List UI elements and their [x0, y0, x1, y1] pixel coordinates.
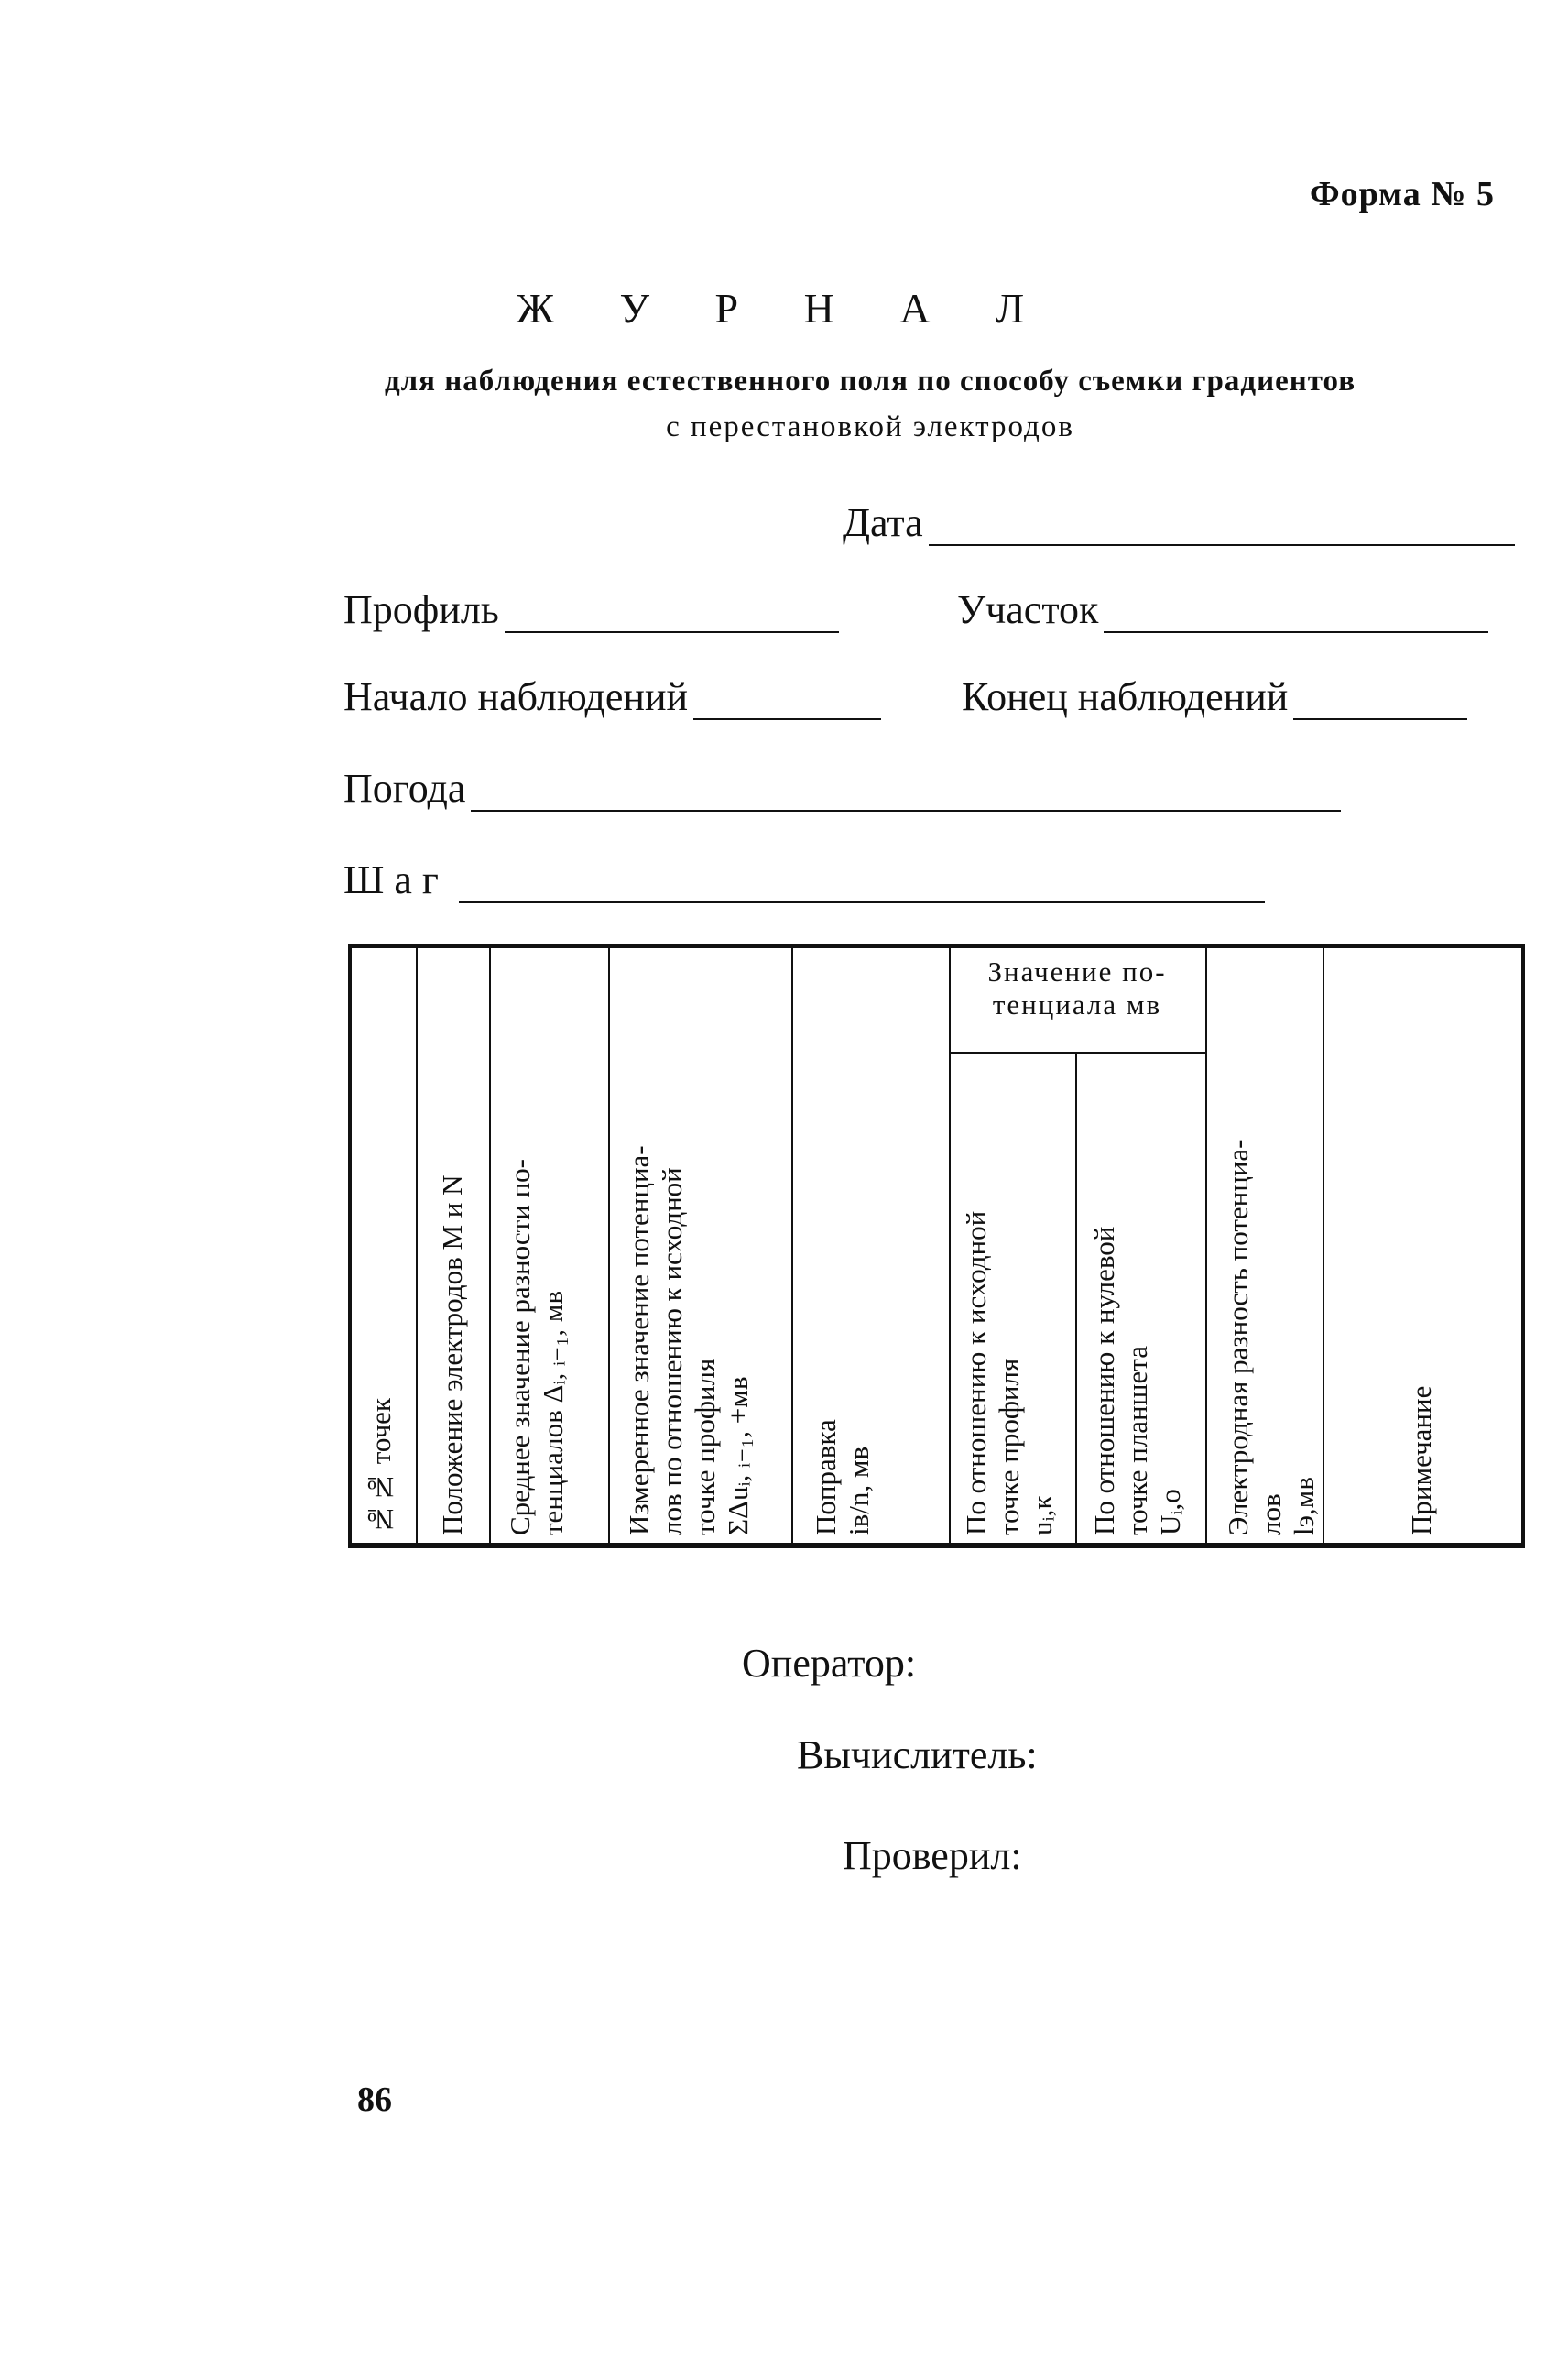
col-electrode-position: Положение электродов M и N — [436, 1174, 468, 1535]
start-line[interactable] — [693, 682, 881, 720]
profile-line[interactable] — [505, 595, 839, 633]
journal-subtitle-line2: с перестановкой электродов — [666, 410, 1074, 443]
col-correction: Поправка iв/n, мв — [810, 1419, 875, 1535]
date-field — [843, 499, 1515, 546]
step-line[interactable] — [459, 865, 1265, 903]
col-measured-potential: Измеренное значение потенциа- лов по отношению к исходной точке профиля ΣΔuᵢ, ᵢ₋₁, +мв — [623, 1145, 754, 1535]
col-electrode-potential-difference: Электродная разность потенциа- лов lэ,мв — [1222, 1139, 1320, 1535]
weather-line[interactable] — [471, 773, 1341, 812]
section-field — [957, 586, 1488, 633]
table-divider — [489, 948, 491, 1543]
section-label: Участок — [957, 587, 1099, 632]
col-notes: Примечание — [1405, 1385, 1437, 1535]
group-potential-value: Значение по- тенциала мв — [987, 956, 1167, 1021]
section-line[interactable] — [1104, 595, 1488, 633]
operator-label: Оператор: — [742, 1641, 917, 1686]
journal-subtitle-line1: для наблюдения естественного поля по способу съемки градиентов — [384, 365, 1356, 398]
step-field — [343, 857, 1265, 903]
start-field — [343, 673, 881, 720]
table-divider — [416, 948, 418, 1543]
profile-field — [343, 586, 839, 633]
col-relative-initial-point: По отношению к исходной точке профиля uᵢ,к — [960, 1210, 1058, 1535]
step-label: Ш а г — [343, 857, 439, 902]
table-divider — [1075, 1054, 1077, 1543]
col-relative-zero-point: По отношению к нулевой точке планшета Uᵢ,о — [1088, 1226, 1186, 1535]
group-divider — [949, 1052, 1205, 1054]
form-number: Форма № 5 — [1309, 175, 1495, 213]
checked-label: Проверил: — [843, 1833, 1022, 1878]
date-label: Дата — [843, 500, 923, 545]
journal-title: Ж У Р Н А Л — [516, 285, 1052, 332]
end-line[interactable] — [1293, 682, 1467, 720]
col-point-numbers: №№ точек — [365, 1398, 397, 1535]
table-divider — [949, 948, 951, 1543]
calculator-label: Вычислитель: — [797, 1732, 1038, 1777]
start-label: Начало наблюдений — [343, 674, 689, 719]
page-number: 86 — [357, 2081, 392, 2119]
date-line[interactable] — [929, 508, 1515, 546]
table-divider — [608, 948, 610, 1543]
end-field — [962, 673, 1467, 720]
table-divider — [1205, 948, 1207, 1543]
table-divider — [791, 948, 793, 1543]
col-mean-potential-difference: Среднее значение разности по- тенциалов Δᵢ, ᵢ₋₁, мв — [504, 1159, 569, 1535]
weather-field — [343, 765, 1341, 812]
observation-table — [348, 944, 1525, 1548]
end-label: Конец наблюдений — [962, 674, 1289, 719]
weather-label: Погода — [343, 766, 466, 811]
profile-label: Профиль — [343, 587, 499, 632]
table-divider — [1323, 948, 1324, 1543]
